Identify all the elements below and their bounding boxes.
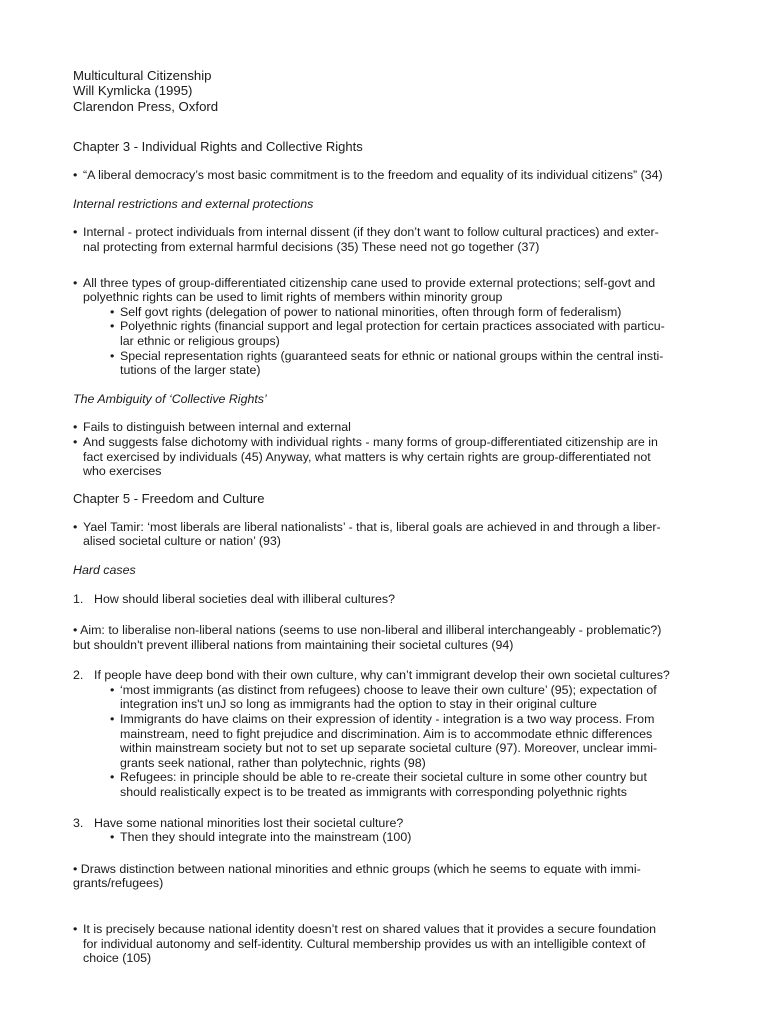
numbered-item	[73, 668, 698, 683]
paragraph-text: • Draws distinction between national minorities and ethnic groups (which he seems to equate with immi-	[73, 861, 641, 876]
bullet-item	[73, 276, 698, 305]
bullet-glyph: •	[73, 275, 78, 290]
bullet-item	[73, 922, 698, 966]
bullet-glyph: •	[110, 712, 115, 727]
bullet-glyph: •	[73, 420, 78, 435]
bullet-text: nal protecting from external harmful decisions (35) These need not go together (37)	[83, 240, 540, 254]
bullet-text: who exercises	[83, 464, 162, 479]
sub-bullet-item	[73, 770, 698, 799]
sub-bullet-item	[73, 683, 698, 712]
bullet-text: All three types of group-differentiated citizenship cane used to provide external protections; self-govt and	[83, 275, 656, 290]
sub-bullet-item	[73, 319, 698, 348]
sub-bullet-text: lar ethnic or religious groups)	[120, 333, 280, 348]
bullet-text: alised societal culture or nation’ (93)	[83, 534, 281, 549]
section-heading: Hard cases	[73, 562, 136, 577]
bullet-glyph: •	[73, 225, 78, 240]
sub-bullet-text: Special representation rights (guaranteed seats for ethnic or national groups within the central insti-	[120, 348, 664, 363]
bullet-glyph: •	[73, 519, 78, 534]
item-number: 3.	[73, 815, 84, 830]
item-number: 1.	[73, 591, 84, 606]
bullet-text: Yael Tamir: ‘most liberals are liberal nationalists’ - that is, liberal goals are achieved in and through a liber-	[83, 519, 661, 534]
sub-bullet-text: within mainstream society but not to set up separate societal culture (97). Moreover, unclear immi-	[120, 741, 658, 756]
bullet-text: “A liberal democracy’s most basic commitment is to the freedom and equality of its individual citizens” (34)	[83, 168, 663, 183]
bullet-glyph: •	[110, 770, 115, 785]
document-header	[73, 68, 698, 114]
aim-paragraph	[73, 623, 698, 652]
sub-bullet-text: ‘most immigrants (as distinct from refugees) choose to leave their own culture’ (95); expectation of	[120, 682, 657, 697]
bullet-text: Internal - protect individuals from internal dissent (if they don’t want to follow cultural practices) and exter-	[83, 225, 659, 240]
bullet-glyph: •	[110, 348, 115, 363]
bullet-item	[73, 520, 698, 549]
bullet-glyph: •	[110, 319, 115, 334]
bullet-text: And suggests false dichotomy with individual rights - many forms of group-differentiated citizenship are in	[83, 434, 658, 449]
bullet-item	[73, 420, 698, 435]
sub-bullet-item	[73, 349, 698, 378]
sub-bullet-item	[73, 830, 698, 845]
section-heading: The Ambiguity of ‘Collective Rights’	[73, 391, 267, 406]
bullet-glyph: •	[110, 304, 115, 319]
sub-bullet-text: Self govt rights (delegation of power to national minorities, often through form of federalism)	[120, 304, 622, 319]
bullet-glyph: •	[110, 830, 115, 845]
sub-bullet-text: Then they should integrate into the mainstream (100)	[120, 830, 412, 845]
sub-bullet-text: mainstream, need to fight prejudice and discrimination. Aim is to accommodate ethnic differences	[120, 726, 653, 741]
section-heading: Internal restrictions and external protections	[73, 196, 314, 211]
distinction-paragraph	[73, 862, 698, 891]
chapter-3-heading: Chapter 3 - Individual Rights and Collective Rights	[73, 139, 363, 155]
numbered-text: How should liberal societies deal with illiberal cultures?	[94, 591, 395, 606]
bullet-item	[73, 168, 698, 183]
book-publisher: Clarendon Press, Oxford	[73, 98, 219, 114]
bullet-item	[73, 225, 698, 254]
numbered-text: If people have deep bond with their own culture, why can’t immigrant develop their own societal cultures?	[94, 668, 670, 683]
book-author: Will Kymlicka (1995)	[73, 83, 193, 99]
document-page	[73, 68, 698, 966]
item-number: 2.	[73, 668, 84, 683]
bullet-item	[73, 435, 698, 479]
paragraph-text: • Aim: to liberalise non-liberal nations (seems to use non-liberal and illiberal interchangeably - problematic?)	[73, 623, 662, 638]
bullet-glyph: •	[73, 168, 78, 183]
paragraph-text: grants/refugees)	[73, 876, 164, 891]
book-title: Multicultural Citizenship	[73, 68, 212, 83]
bullet-text: choice (105)	[83, 951, 152, 966]
sub-bullet-item	[73, 712, 698, 770]
sub-bullet-text: integration ins't unJ so long as immigrants had the option to stay in their original culture	[120, 697, 597, 712]
bullet-glyph: •	[73, 434, 78, 449]
sub-bullet-text: grants seek national, rather than polytechnic, rights (98)	[120, 755, 426, 770]
sub-bullet-text: Refugees: in principle should be able to re-create their societal culture in some other country but	[120, 770, 647, 785]
bullet-text: It is precisely because national identity doesn’t rest on shared values that it provides a secure foundation	[83, 922, 657, 936]
numbered-text: Have some national minorities lost their societal culture?	[94, 815, 404, 830]
sub-bullet-text: Polyethnic rights (financial support and legal protection for certain practices associated with particu-	[120, 319, 665, 334]
bullet-text: polyethnic rights can be used to limit rights of members within minority group	[83, 290, 503, 305]
sub-bullet-text: Immigrants do have claims on their expression of identity - integration is a two way process. From	[120, 712, 655, 727]
bullet-text: fact exercised by individuals (45) Anyway, what matters is why certain rights are group-differentiated not	[83, 449, 651, 464]
paragraph-text: but shouldn't prevent illiberal nations from maintaining their societal cultures (94)	[73, 637, 514, 652]
bullet-text: for individual autonomy and self-identity. Cultural membership provides us with an intelligible context of	[83, 936, 646, 951]
numbered-item	[73, 816, 698, 831]
bullet-text: Fails to distinguish between internal and external	[83, 420, 351, 435]
bullet-glyph: •	[110, 682, 115, 697]
sub-bullet-text: should realistically expect is to be treated as immigrants with corresponding polyethnic rights	[120, 785, 627, 800]
chapter-5-heading: Chapter 5 - Freedom and Culture	[73, 490, 265, 506]
bullet-glyph: •	[73, 922, 78, 936]
sub-bullet-text: tutions of the larger state)	[120, 363, 261, 378]
numbered-item	[73, 592, 698, 607]
sub-bullet-item	[73, 305, 698, 320]
